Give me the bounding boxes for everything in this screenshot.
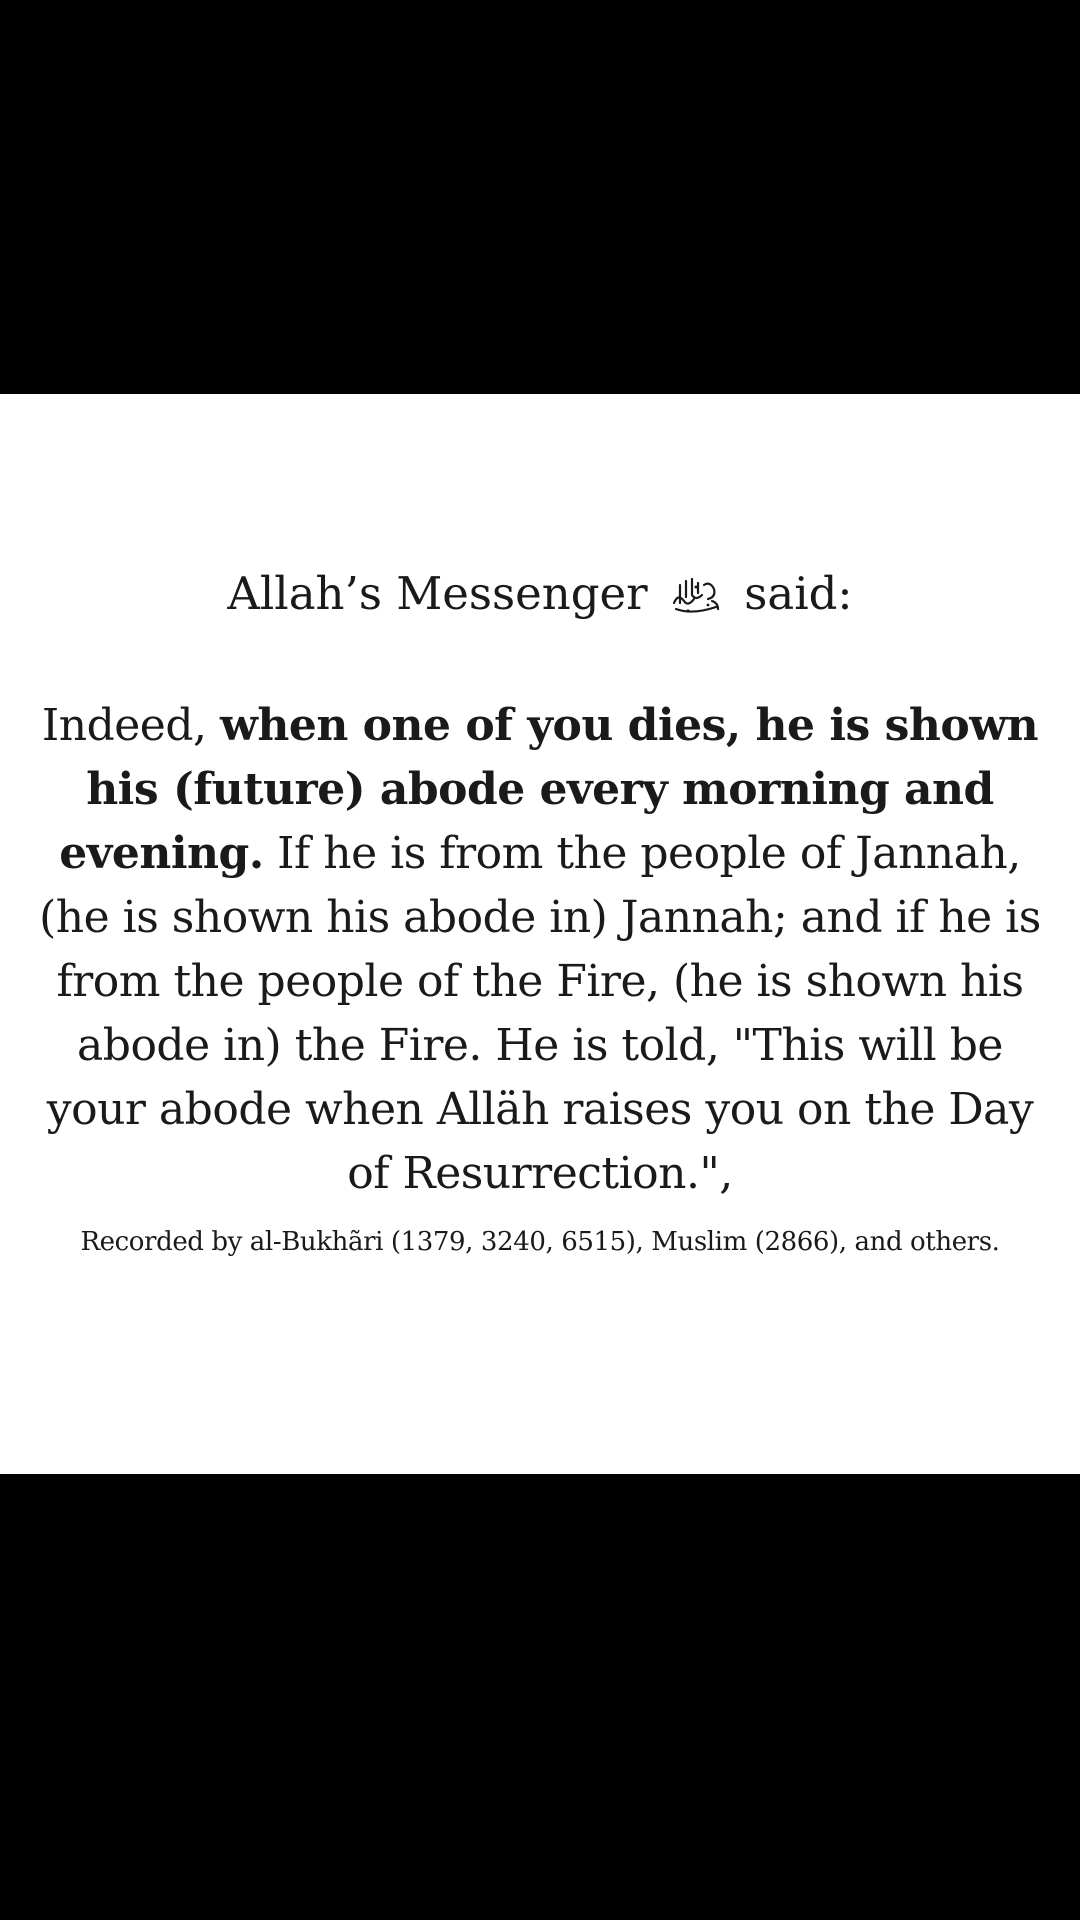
letterbox-bottom (0, 1474, 1080, 1920)
hadith-text (30, 694, 1050, 1206)
salawat-calligraphy-icon (668, 573, 724, 617)
heading-suffix: said: (744, 567, 853, 620)
hadith-citation: Recorded by al-Bukhãri (1379, 3240, 6515), Muslim (2866), and others. (80, 1227, 1000, 1257)
quote-body: If he is from the people of Jannah, (he is shown his abode in) Jannah; and if he is from the people of the Fire, (he is shown his abode in) the Fire. He is told, "This will be your abode when Alläh raises you on the Day of Resurrection.", (39, 828, 1041, 1199)
hadith-heading (0, 564, 1080, 624)
letterbox-top (0, 0, 1080, 394)
quote-intro: Indeed, (41, 700, 207, 751)
hadith-card (0, 394, 1080, 1474)
heading-prefix: Allah’s Messenger (227, 567, 648, 620)
quote-emphasis: when one of you dies, he is shown his (future) abode every morning and evening. (59, 700, 1039, 879)
